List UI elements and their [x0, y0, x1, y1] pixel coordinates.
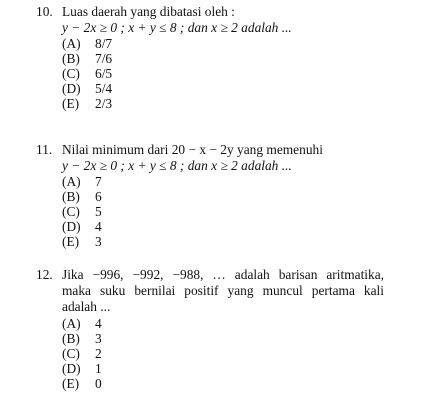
question-12-option-c[interactable] [62, 346, 102, 362]
question-11-option-b[interactable] [62, 189, 102, 205]
question-12-option-b[interactable] [62, 331, 102, 347]
question-12-number: 12. [36, 267, 53, 282]
question-10-option-b[interactable] [62, 51, 112, 67]
option-value: 4 [95, 219, 102, 234]
question-10-condition: y − 2x ≥ 0 ; x + y ≤ 8 ; dan x ≥ 2 adalah ... [62, 20, 292, 35]
question-12-stem-line-3: adalah ... [62, 299, 111, 314]
question-11-option-e[interactable] [62, 234, 102, 250]
question-11-stem: Nilai minimum dari 20 − x − 2y yang memenuhi [62, 142, 323, 157]
question-12-stem-line-2: maka suku bernilai positif yang muncul pertama kali [62, 283, 384, 298]
question-12-option-d[interactable] [62, 361, 102, 377]
question-10-option-c[interactable] [62, 66, 112, 82]
question-11-option-d[interactable] [62, 219, 102, 235]
option-value: 7/6 [95, 51, 113, 66]
option-value: 3 [95, 331, 102, 346]
option-label: (E) [62, 96, 80, 111]
option-label: (B) [62, 189, 80, 204]
option-label: (C) [62, 346, 80, 361]
option-value: 1 [95, 361, 102, 376]
question-10-option-e[interactable] [62, 96, 112, 112]
option-value: 6 [95, 189, 102, 204]
question-11-option-a[interactable] [62, 174, 102, 190]
option-label: (E) [62, 234, 80, 249]
option-value: 2 [95, 346, 102, 361]
option-value: 5 [95, 204, 102, 219]
option-label: (A) [62, 36, 81, 51]
option-value: 4 [95, 316, 102, 331]
question-12-option-e[interactable] [62, 376, 102, 392]
option-value: 7 [95, 174, 102, 189]
option-value: 3 [95, 234, 102, 249]
option-label: (D) [62, 361, 81, 376]
question-10-number: 10. [36, 4, 53, 19]
option-label: (C) [62, 66, 80, 81]
question-12-stem-line-1: Jika −996, −992, −988, … adalah barisan aritmatika, [62, 267, 384, 282]
option-value: 0 [95, 376, 102, 391]
question-11-condition: y − 2x ≥ 0 ; x + y ≤ 8 ; dan x ≥ 2 adalah ... [62, 158, 292, 173]
option-label: (D) [62, 219, 81, 234]
option-value: 8/7 [95, 36, 113, 51]
question-10-stem: Luas daerah yang dibatasi oleh : [62, 4, 235, 19]
option-value: 6/5 [95, 66, 113, 81]
option-value: 2/3 [95, 96, 113, 111]
option-value: 5/4 [95, 81, 113, 96]
option-label: (E) [62, 376, 80, 391]
question-12-option-a[interactable] [62, 316, 102, 332]
option-label: (C) [62, 204, 80, 219]
option-label: (A) [62, 174, 81, 189]
option-label: (D) [62, 81, 81, 96]
option-label: (B) [62, 51, 80, 66]
option-label: (A) [62, 316, 81, 331]
question-10-option-a[interactable] [62, 36, 112, 52]
question-11-number: 11. [36, 142, 53, 157]
question-10-option-d[interactable] [62, 81, 112, 97]
option-label: (B) [62, 331, 80, 346]
question-11-option-c[interactable] [62, 204, 102, 220]
